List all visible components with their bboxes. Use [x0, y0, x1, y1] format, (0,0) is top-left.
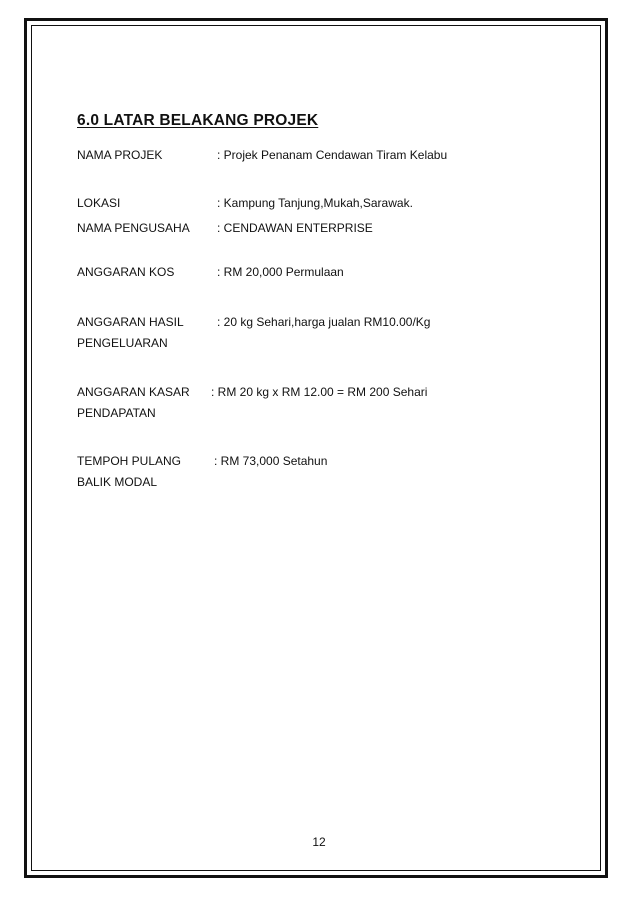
row-value: : CENDAWAN ENTERPRISE: [217, 221, 373, 235]
row-value: : RM 73,000 Setahun: [214, 454, 328, 468]
row-label: NAMA PENGUSAHA: [77, 221, 190, 235]
row-value: : Projek Penanam Cendawan Tiram Kelabu: [217, 148, 448, 162]
row-label-second-line: PENDAPATAN: [77, 406, 156, 420]
row-value: : RM 20,000 Permulaan: [217, 265, 344, 279]
row-label: ANGGARAN KASAR: [77, 385, 190, 399]
row-label: LOKASI: [77, 196, 121, 210]
row-value: : Kampung Tanjung,Mukah,Sarawak.: [217, 196, 413, 210]
row-value: : RM 20 kg x RM 12.00 = RM 200 Sehari: [211, 385, 428, 399]
row-label: ANGGARAN HASIL: [77, 315, 184, 329]
row-label-second-line: BALIK MODAL: [77, 475, 158, 489]
page-number: 12: [312, 835, 326, 849]
row-label: NAMA PROJEK: [77, 148, 163, 162]
row-label: ANGGARAN KOS: [77, 265, 175, 279]
row-label-second-line: PENGELUARAN: [77, 336, 168, 350]
section-heading: 6.0 LATAR BELAKANG PROJEK: [77, 112, 319, 129]
row-label: TEMPOH PULANG: [77, 454, 182, 468]
row-value: : 20 kg Sehari,harga jualan RM10.00/Kg: [217, 315, 431, 329]
